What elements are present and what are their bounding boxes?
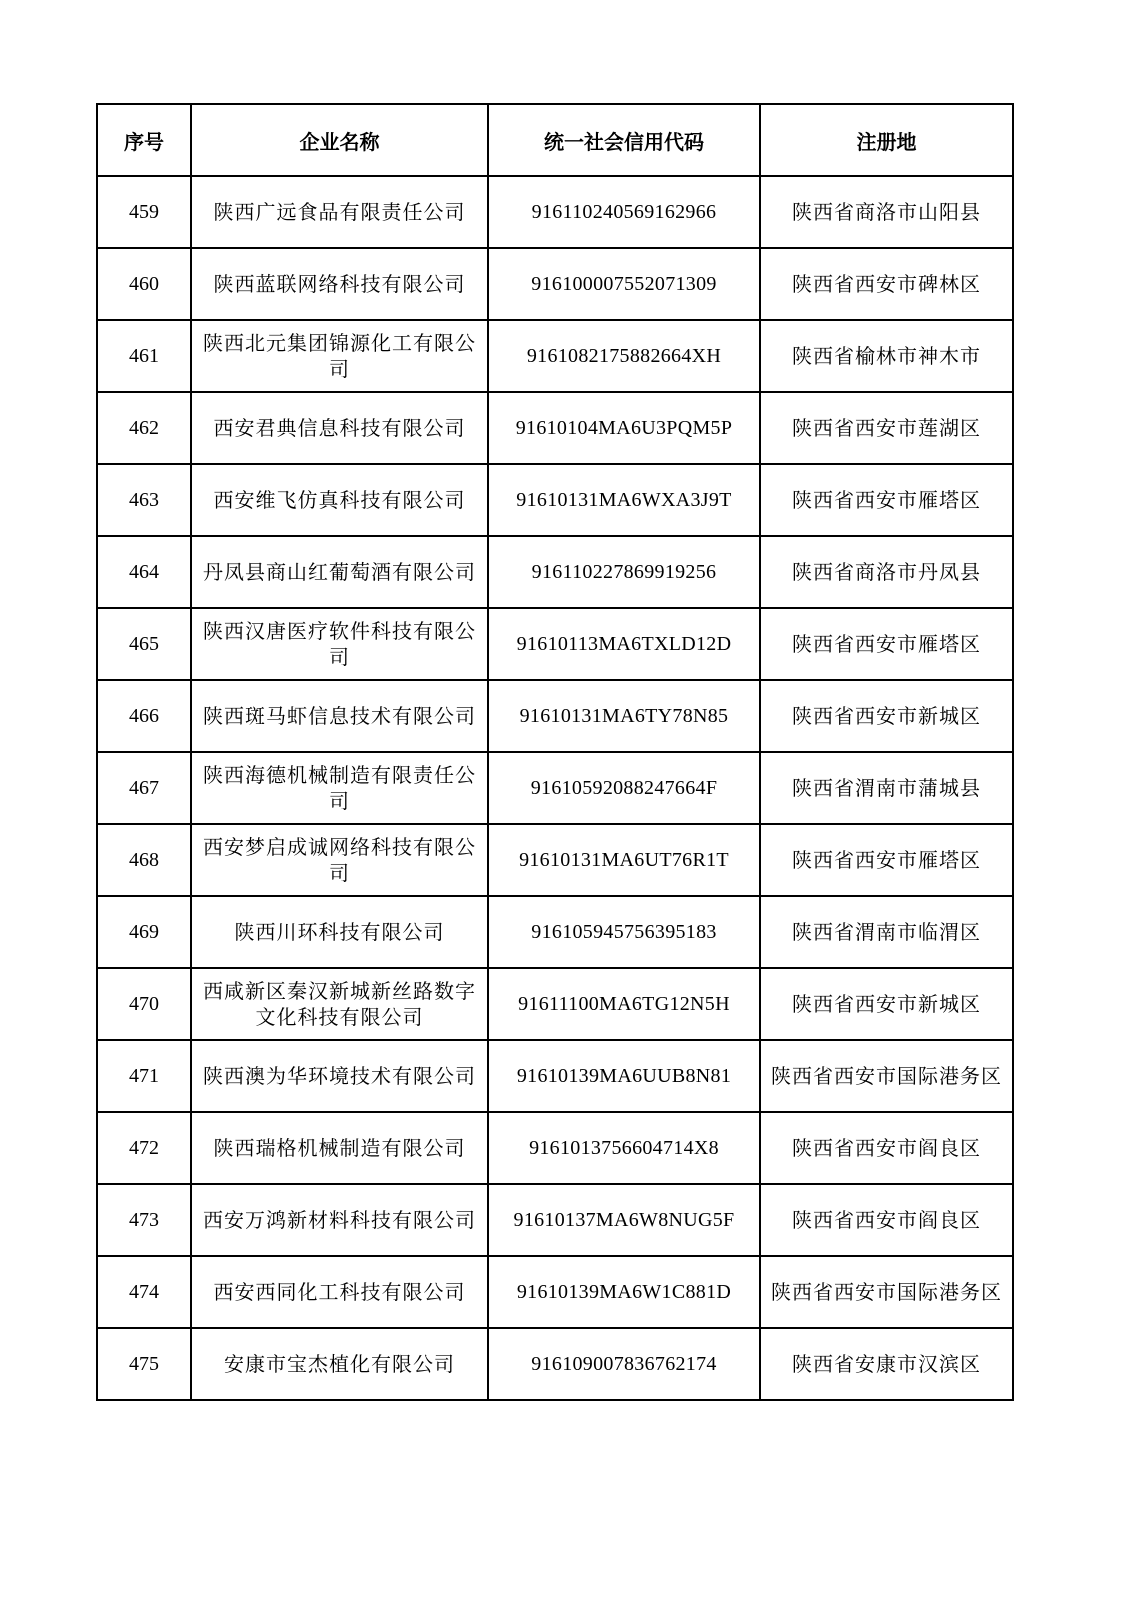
cell-registered-location: 陕西省西安市碑林区 [760,248,1013,320]
cell-credit-code: 91610131MA6UT76R1T [488,824,760,896]
cell-credit-code: 91610137MA6W8NUG5F [488,1184,760,1256]
cell-company-name: 陕西瑞格机械制造有限公司 [191,1112,488,1184]
table-row [97,1112,1013,1184]
table-row [97,608,1013,680]
cell-no: 472 [97,1112,191,1184]
cell-company-name: 安康市宝杰植化有限公司 [191,1328,488,1400]
cell-company-name: 西安梦启成诚网络科技有限公司 [191,824,488,896]
table-row [97,1328,1013,1400]
table-row [97,536,1013,608]
cell-registered-location: 陕西省安康市汉滨区 [760,1328,1013,1400]
cell-company-name: 陕西汉唐医疗软件科技有限公司 [191,608,488,680]
cell-company-name: 西安万鸿新材料科技有限公司 [191,1184,488,1256]
cell-company-name: 陕西川环科技有限公司 [191,896,488,968]
table-row [97,1256,1013,1328]
header-no: 序号 [97,104,191,176]
cell-no: 462 [97,392,191,464]
cell-credit-code: 91610139MA6W1C881D [488,1256,760,1328]
cell-no: 465 [97,608,191,680]
cell-registered-location: 陕西省渭南市蒲城县 [760,752,1013,824]
header-code: 统一社会信用代码 [488,104,760,176]
cell-credit-code: 91610592088247664F [488,752,760,824]
table-row [97,392,1013,464]
cell-credit-code: 916100007552071309 [488,248,760,320]
cell-registered-location: 陕西省西安市新城区 [760,680,1013,752]
cell-registered-location: 陕西省西安市国际港务区 [760,1040,1013,1112]
cell-no: 471 [97,1040,191,1112]
cell-no: 473 [97,1184,191,1256]
header-location: 注册地 [760,104,1013,176]
cell-credit-code: 91611100MA6TG12N5H [488,968,760,1040]
cell-registered-location: 陕西省西安市新城区 [760,968,1013,1040]
table-row [97,680,1013,752]
cell-credit-code: 916109007836762174 [488,1328,760,1400]
table-row [97,824,1013,896]
cell-no: 460 [97,248,191,320]
cell-registered-location: 陕西省西安市国际港务区 [760,1256,1013,1328]
cell-no: 464 [97,536,191,608]
cell-company-name: 陕西海德机械制造有限责任公司 [191,752,488,824]
cell-company-name: 陕西广远食品有限责任公司 [191,176,488,248]
cell-registered-location: 陕西省西安市雁塔区 [760,608,1013,680]
table-row [97,176,1013,248]
cell-credit-code: 916110240569162966 [488,176,760,248]
table-body [97,176,1013,1400]
cell-credit-code: 916105945756395183 [488,896,760,968]
cell-no: 468 [97,824,191,896]
cell-company-name: 陕西澳为华环境技术有限公司 [191,1040,488,1112]
cell-company-name: 陕西蓝联网络科技有限公司 [191,248,488,320]
cell-registered-location: 陕西省商洛市山阳县 [760,176,1013,248]
table-row [97,248,1013,320]
cell-credit-code: 91610131MA6TY78N85 [488,680,760,752]
table-row [97,320,1013,392]
cell-credit-code: 9161013756604714X8 [488,1112,760,1184]
table-row [97,1184,1013,1256]
table-row [97,1040,1013,1112]
cell-no: 463 [97,464,191,536]
table-row [97,968,1013,1040]
cell-no: 461 [97,320,191,392]
cell-no: 459 [97,176,191,248]
cell-credit-code: 91610139MA6UUB8N81 [488,1040,760,1112]
cell-company-name: 西安君典信息科技有限公司 [191,392,488,464]
cell-no: 475 [97,1328,191,1400]
table-header [97,104,1013,176]
cell-credit-code: 91610104MA6U3PQM5P [488,392,760,464]
cell-registered-location: 陕西省西安市雁塔区 [760,824,1013,896]
table-row [97,896,1013,968]
cell-no: 467 [97,752,191,824]
table-row [97,464,1013,536]
table-row [97,752,1013,824]
cell-registered-location: 陕西省榆林市神木市 [760,320,1013,392]
cell-company-name: 西咸新区秦汉新城新丝路数字文化科技有限公司 [191,968,488,1040]
cell-credit-code: 9161082175882664XH [488,320,760,392]
cell-registered-location: 陕西省西安市雁塔区 [760,464,1013,536]
header-row [97,104,1013,176]
cell-registered-location: 陕西省渭南市临渭区 [760,896,1013,968]
header-name: 企业名称 [191,104,488,176]
cell-registered-location: 陕西省西安市阎良区 [760,1184,1013,1256]
cell-company-name: 陕西斑马虾信息技术有限公司 [191,680,488,752]
cell-company-name: 陕西北元集团锦源化工有限公司 [191,320,488,392]
cell-company-name: 丹凤县商山红葡萄酒有限公司 [191,536,488,608]
cell-no: 466 [97,680,191,752]
enterprise-table [96,103,1014,1401]
cell-registered-location: 陕西省西安市莲湖区 [760,392,1013,464]
cell-company-name: 西安维飞仿真科技有限公司 [191,464,488,536]
cell-company-name: 西安西同化工科技有限公司 [191,1256,488,1328]
cell-registered-location: 陕西省商洛市丹凤县 [760,536,1013,608]
cell-credit-code: 91610113MA6TXLD12D [488,608,760,680]
cell-no: 470 [97,968,191,1040]
cell-credit-code: 91610131MA6WXA3J9T [488,464,760,536]
cell-no: 469 [97,896,191,968]
cell-no: 474 [97,1256,191,1328]
cell-registered-location: 陕西省西安市阎良区 [760,1112,1013,1184]
cell-credit-code: 916110227869919256 [488,536,760,608]
